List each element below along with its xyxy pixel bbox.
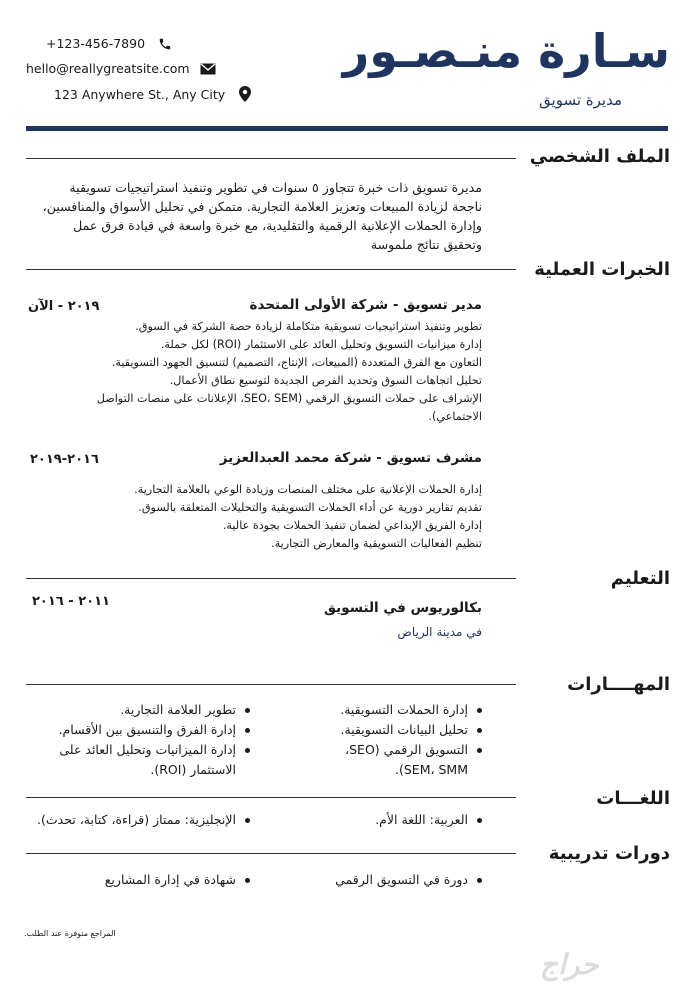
profile-rule [26, 158, 516, 159]
job-1-details [26, 318, 482, 426]
profile-line: مديرة تسويق ذات خبرة تتجاوز ٥ سنوات في تطوير وتنفيذ استراتيجيات تسويقية [69, 180, 482, 195]
course-item: شهادة في إدارة المشاريع [105, 870, 250, 890]
skill-item: تطوير العلامة التجارية. [59, 700, 250, 720]
job-title: مديرة تسويق [539, 91, 622, 109]
bullet-icon [477, 818, 482, 823]
job-2-role: مشرف تسويق - شركة محمد العبدالعزيز [219, 450, 482, 466]
address-row [54, 86, 251, 102]
job-1-line: تحليل اتجاهات السوق وتحديد الفرص الجديدة لتوسيع نطاق الأعمال. [169, 374, 482, 387]
languages-rule [26, 797, 516, 798]
job-2-line: تقديم تقارير دورية عن أداء الحملات التسويقية والتحليلات المتعلقة بالسوق. [138, 501, 482, 514]
job-1-date: ٢٠١٩ - الآن [28, 299, 100, 314]
skill-item-cont: SEM، SMM). [395, 762, 468, 777]
watermark-logo: حراج [540, 948, 599, 981]
job-1-line: تطوير وتنفيذ استراتيجيات تسويقية متكاملة لزيادة حصة الشركة في السوق. [135, 320, 482, 333]
job-2-date: ٢٠١٦-٢٠١٩ [30, 452, 99, 467]
location-pin-icon [239, 86, 251, 102]
job-2-line: إدارة الحملات الإعلانية على مختلف المنصات وزيادة الوعي بالعلامة التجارية. [134, 483, 482, 496]
bullet-icon [245, 878, 250, 883]
email-row [26, 61, 216, 76]
education-date: ٢٠١١ - ٢٠١٦ [32, 594, 110, 609]
header-divider [26, 126, 668, 131]
languages-heading: اللغـــات [596, 788, 670, 809]
candidate-name: سـارة منـصـور [342, 24, 670, 78]
skill-item: إدارة الميزانيات وتحليل العائد على [59, 740, 250, 760]
job-1-line: التعاون مع الفرق المتعددة (المبيعات، الإنتاج، التصميم) لتنسيق الجهود التسويقية. [111, 356, 482, 369]
envelope-icon [200, 63, 216, 75]
profile-line: وتحقيق نتائج ملموسة [370, 237, 482, 252]
skill-item: التسويق الرقمي (SEO، [340, 740, 482, 760]
job-1-line: الإشراف على حملات التسويق الرقمي (SEO، SEM، الإعلانات على منصات التواصل [96, 392, 482, 405]
experience-heading: الخبرات العملية [534, 259, 670, 280]
references-note: المراجع متوفرة عند الطلب. [24, 929, 116, 938]
courses-rule [26, 853, 516, 854]
skills-right-column [340, 700, 482, 780]
skills-heading: المهــــارات [567, 674, 670, 695]
skill-item: إدارة الحملات التسويقية. [340, 700, 482, 720]
job-2-details [26, 481, 482, 553]
skill-item: تحليل البيانات التسويقية. [340, 720, 482, 740]
language-arabic: العربية: اللغة الأم. [375, 810, 482, 830]
profile-summary [26, 178, 482, 254]
courses-heading: دورات تدريبية [548, 843, 670, 864]
skills-rule [26, 684, 516, 685]
job-2-line: تنظيم الفعاليات التسويقية والمعارض التجارية. [271, 537, 482, 550]
profile-line: وإدارة الحملات الإعلانية الرقمية والتقليدية، مع خبرة واسعة في قيادة فرق عمل [73, 218, 482, 233]
bullet-icon [245, 818, 250, 823]
degree-title: بكالوريوس في التسويق [324, 600, 482, 616]
phone-row [46, 36, 172, 51]
bullet-icon [245, 748, 250, 753]
job-1-line: الاجتماعي). [428, 410, 482, 423]
skills-left-column [59, 700, 250, 780]
bullet-icon [477, 748, 482, 753]
bullet-icon [477, 728, 482, 733]
language-english: الإنجليزية: ممتاز (قراءة، كتابة، تحدث). [37, 810, 250, 830]
phone-icon [158, 37, 172, 51]
bullet-icon [245, 728, 250, 733]
email-text: hello@reallygreatsite.com [26, 61, 190, 76]
education-heading: التعليم [610, 568, 670, 589]
skill-item-cont: الاستثمار (ROI). [150, 762, 236, 777]
bullet-icon [477, 878, 482, 883]
experience-rule [26, 269, 516, 270]
job-1-role: مدير تسويق - شركة الأولى المتحدة [249, 297, 482, 313]
profile-line: ناجحة لزيادة المبيعات وتعزيز العلامة التجارية. متمكن في تحليل الأسواق والمنافسين، [42, 199, 482, 214]
job-1-line: إدارة ميزانيات التسويق وتحليل العائد على الاستثمار (ROI) لكل حملة. [160, 338, 482, 351]
bullet-icon [245, 708, 250, 713]
education-rule [26, 578, 516, 579]
address-text: 123 Anywhere St., Any City [54, 86, 226, 102]
course-item: دورة في التسويق الرقمي [335, 870, 482, 890]
education-place: في مدينة الرياض [397, 625, 482, 639]
skill-item: إدارة الفرق والتنسيق بين الأقسام. [59, 720, 250, 740]
bullet-icon [477, 708, 482, 713]
phone-text: +123-456-7890 [46, 36, 146, 51]
job-2-line: إدارة الفريق الإبداعي لضمان تنفيذ الحملات بجودة عالية. [222, 519, 482, 532]
profile-heading: الملف الشخصي [529, 146, 670, 167]
